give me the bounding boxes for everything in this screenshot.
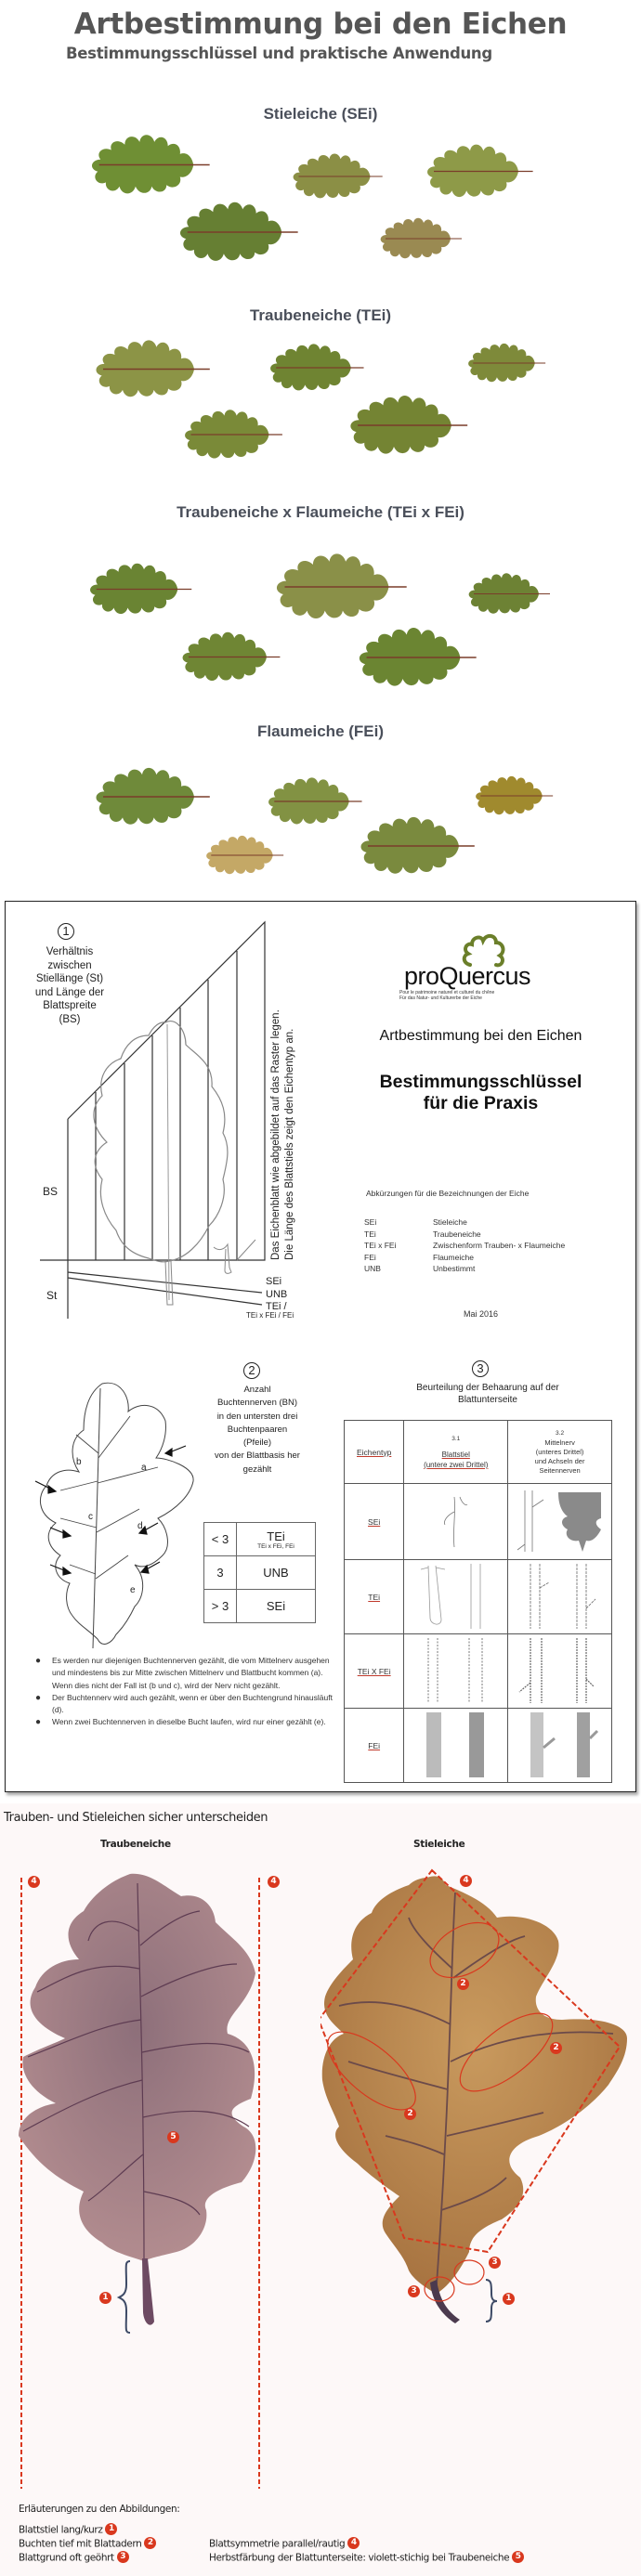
petiole-sketch-tei <box>408 1562 504 1631</box>
leaf-photo-tei <box>460 336 548 390</box>
leaf-photo-tei-x-fei <box>79 550 195 629</box>
rule-item: ● Der Buchtennerv wird auch gezählt, wenn er über den Buchtengrund hinausläuft (d). <box>35 1692 333 1715</box>
hair-assessment-table: Eichentyp 3.1 Blattstiel (untere zwei Drittel) 3.2 Mittelnerv (unteres Drittel) und Achseln der Seitennerven SEi TEi TEi X FEi FEi <box>344 1420 612 1783</box>
leaf-photo-fei <box>84 750 214 843</box>
label-stieleiche: Stieleiche <box>413 1839 465 1850</box>
traubeneiche-leaf-photo <box>0 1857 320 2489</box>
cover-date: Mai 2016 <box>463 1309 499 1319</box>
leaf-photo-fei <box>348 813 478 878</box>
lobe-nerve-leaf-diagram <box>28 1379 204 1648</box>
section2-caption: Anzahl Buchtennerven (BN) in den untersten drei Buchtenpaaren (Pfeile) von der Blattbasis her gezählt <box>215 1385 300 1475</box>
leaf-label-b: b <box>76 1457 82 1467</box>
leaf-label-c: c <box>88 1512 93 1522</box>
page-subtitle: Bestimmungsschlüssel und praktische Anwendung <box>66 45 492 62</box>
species-heading-fei: Flaumeiche (FEi) <box>256 722 385 740</box>
marker-2-left: 2 <box>404 2108 416 2120</box>
leaf-photo-fei <box>467 769 556 823</box>
proquercus-tagline: Pour le patrimoine naturel et culturel du chêne Für das Natur- und Kulturerbe der Eiche <box>399 990 495 1001</box>
marker-icon-5: 5 <box>512 2551 524 2563</box>
legend-item-2: Buchten tief mit Blattadern 2 <box>19 2538 156 2550</box>
comparison-title: Trauben- und Stieleichen sicher unterscheiden <box>4 1811 268 1825</box>
section2-rules-list <box>35 1655 337 1729</box>
leaf-photo-tei <box>260 336 367 399</box>
marker-icon-1: 1 <box>105 2523 117 2535</box>
label-traubeneiche: Traubeneiche <box>100 1839 171 1850</box>
nerve-count-table: < 3 TEi TEi x FEi, FEi 3 UNB > 3 SEi <box>203 1522 316 1623</box>
section-number-2: 2 <box>243 1362 260 1379</box>
table-row: TEi <box>345 1560 612 1634</box>
legend-item-4: Blattsymmetrie parallel/rautig 4 <box>209 2538 360 2550</box>
midrib-sketch-fei <box>512 1711 608 1779</box>
petiole-sketch-fei <box>408 1711 504 1779</box>
abbreviations-heading: Abkürzungen für die Bezeichnungen der Eiche <box>366 1189 530 1198</box>
rule-item: ● Wenn zwei Buchtennerven in dieselbe Bucht laufen, wird nur einer gezählt (e). <box>35 1717 326 1728</box>
marker-icon-3: 3 <box>117 2551 129 2563</box>
marker-4-stieleiche: 4 <box>460 1875 472 1887</box>
leaf-photo-tei-x-fei <box>460 568 553 619</box>
section1-caption: Verhältnis zwischen Stiellänge (St) und Länge der Blattspreite (BS) <box>34 946 105 1025</box>
table-row: SEi <box>345 1484 612 1560</box>
abbreviations-list: SEi Stieleiche TEi Traubeneiche TEi x FEi Zwischenform Trauben- x Flaumeiche FEi Flaumeiche UNB Unbestimmt <box>364 1217 566 1274</box>
stieleiche-leaf-photo <box>320 1857 641 2489</box>
leaf-photo-tei-x-fei <box>344 624 483 691</box>
legend-heading: Erläuterungen zu den Abbildungen: <box>19 2504 180 2515</box>
petiole-sketch-sei <box>438 1493 475 1549</box>
leaf-label-a: a <box>141 1463 147 1473</box>
section-number-3: 3 <box>472 1360 489 1377</box>
leaf-photo-sei <box>167 190 302 274</box>
leaf-label-d: d <box>137 1521 143 1531</box>
cover-subtitle: Bestimmungsschlüssel für die Praxis <box>379 1072 582 1113</box>
line-label-tei: TEi / <box>266 1301 287 1312</box>
leaf-photo-sei <box>372 206 464 271</box>
species-heading-sei: Stieleiche (SEi) <box>263 105 378 123</box>
leaf-photo-fei <box>198 828 286 882</box>
marker-2-right: 2 <box>550 2042 562 2054</box>
line-label-tei-fei: TEi x FEi / FEi <box>246 1311 294 1320</box>
rule-item: ● Es werden nur diejenigen Buchtennerven gezählt, die vom Mittelnerv ausgehen und mindestens bis zur Mitte zwischen Mittelnerv und Blattbucht kommen (a). Wenn dies nicht der Fall ist (b und c), wird der Nerv nicht gezählt. <box>35 1656 330 1690</box>
cover-title: Artbestimmung bei den Eichen <box>379 1028 582 1044</box>
legend-item-1: Blattstiel lang/kurz 1 <box>19 2524 117 2536</box>
marker-5: 5 <box>167 2131 179 2143</box>
leaf-photo-sei <box>399 141 553 202</box>
species-heading-tei-x-fei: Traubeneiche x Flaumeiche (TEi x FEi) <box>177 503 464 521</box>
marker-1-left: 1 <box>99 2292 111 2304</box>
proquercus-logo-text: proQuercus <box>403 962 531 990</box>
page-title: Artbestimmung bei den Eichen <box>73 7 568 41</box>
line-label-sei: SEi <box>266 1276 282 1287</box>
marker-3-right: 3 <box>489 2257 501 2269</box>
midrib-sketch-tei <box>512 1562 608 1631</box>
label-bs: BS <box>43 1185 59 1198</box>
petiole-sketch-tei-x-fei <box>408 1636 504 1705</box>
legend-item-5: Herbstfärbung der Blattunterseite: violett-stichig bei Traubeneiche 5 <box>209 2552 524 2564</box>
line-label-unb: UNB <box>266 1289 288 1300</box>
section-number-1: 1 <box>58 923 74 940</box>
midrib-sketch-sei <box>512 1489 608 1554</box>
marker-icon-4: 4 <box>347 2537 360 2549</box>
leaf-photo-tei-x-fei <box>255 550 418 624</box>
leaf-photo-tei <box>172 407 288 462</box>
marker-1-right: 1 <box>503 2293 515 2305</box>
midrib-sketch-tei-x-fei <box>512 1636 608 1705</box>
legend-item-3: Blattgrund oft geöhrt 3 <box>19 2552 129 2564</box>
marker-2-top: 2 <box>457 1978 469 1990</box>
table-row: TEi X FEi <box>345 1634 612 1709</box>
label-st: St <box>46 1289 58 1302</box>
species-heading-tei: Traubeneiche (TEi) <box>249 306 392 324</box>
leaf-photo-tei <box>333 392 477 459</box>
section1-instruction-vertical: Das Eichenblatt wie abgebildet auf das Raster legen. Die Länge des Blattstiels zeigt den Eichentyp an. <box>270 1009 295 1260</box>
marker-icon-2: 2 <box>144 2537 156 2549</box>
marker-4-left: 4 <box>28 1876 40 1888</box>
section3-caption: Beurteilung der Behaarung auf der Blattunterseite <box>416 1383 559 1405</box>
table-row: FEi <box>345 1709 612 1783</box>
marker-4-right: 4 <box>268 1876 280 1888</box>
leaf-photo-tei-x-fei <box>172 622 283 692</box>
leaf-photo-sei <box>79 130 214 200</box>
leaf-label-e: e <box>130 1585 136 1595</box>
marker-3-left: 3 <box>408 2285 420 2297</box>
leaf-photo-tei <box>84 330 214 409</box>
